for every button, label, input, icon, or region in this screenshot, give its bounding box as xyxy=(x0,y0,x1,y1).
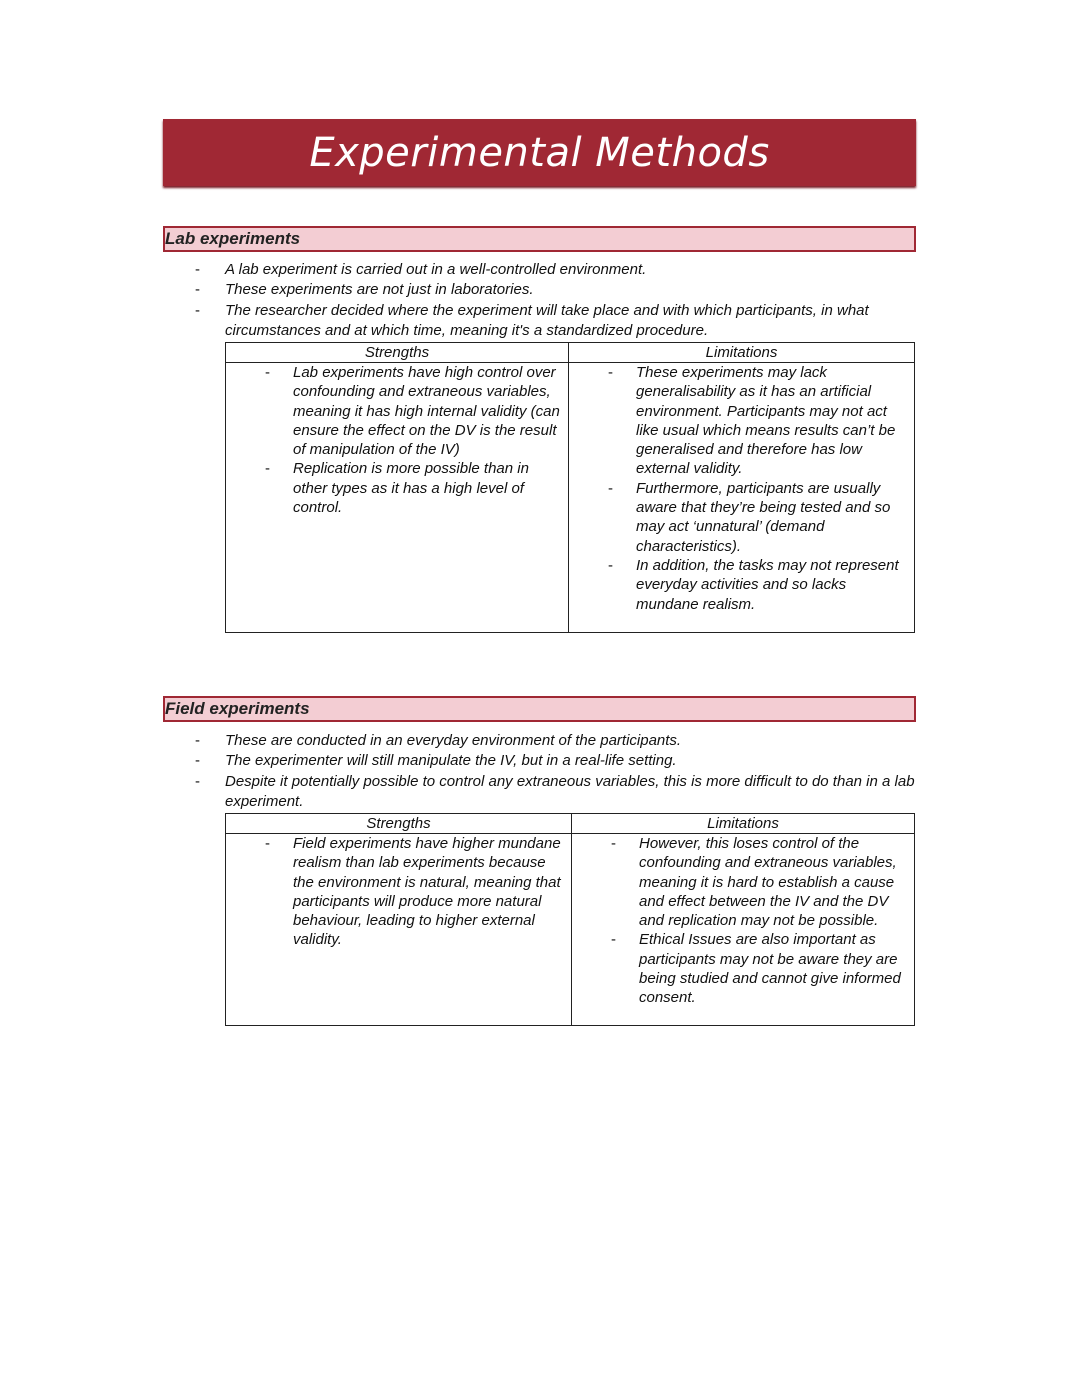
field-strengths-limitations-table xyxy=(225,813,915,1026)
list-item: - Ethical Issues are also important as participants may not be aware they are being studied and cannot give informed consent. xyxy=(572,930,908,1007)
table-header-limitations: Limitations xyxy=(569,343,915,363)
list-item: - These are conducted in an everyday environment of the participants. xyxy=(195,731,915,751)
list-item: - Furthermore, participants are usually aware that they’re being tested and so may act ‘unnatural’ (demand characteristics). xyxy=(569,479,908,556)
list-item: - These experiments may lack generalisability as it has an artificial environment. Participants may not act like usual which means results can’t be generalised and therefore has low external validity. xyxy=(569,363,908,479)
lab-strengths-limitations-table xyxy=(225,342,915,633)
list-item: - However, this loses control of the confounding and extraneous variables, meaning it is hard to establish a cause and effect between the IV and the DV and replication may not be possible. xyxy=(572,834,908,930)
list-item: - These experiments are not just in laboratories. xyxy=(195,280,915,300)
lab-bullets xyxy=(195,260,915,341)
strengths-cell xyxy=(226,834,572,1026)
field-bullets xyxy=(195,731,915,812)
list-item: - Lab experiments have high control over confounding and extraneous variables, meaning it has high internal validity (can ensure the effect on the DV is the result of manipulation of the IV) xyxy=(226,363,562,459)
list-item: - Despite it potentially possible to control any extraneous variables, this is more difficult to do than in a lab experiment. xyxy=(195,772,915,813)
list-item: - A lab experiment is carried out in a well-controlled environment. xyxy=(195,260,915,280)
list-item: - The experimenter will still manipulate the IV, but in a real-life setting. xyxy=(195,751,915,771)
list-item: - In addition, the tasks may not represent everyday activities and so lacks mundane realism. xyxy=(569,556,908,614)
list-item: - The researcher decided where the experiment will take place and with which participants, in what circumstances and at which time, meaning it's a standardized procedure. xyxy=(195,301,915,342)
strengths-cell xyxy=(226,363,569,633)
limitations-cell xyxy=(569,363,915,633)
table-header-strengths: Strengths xyxy=(226,343,569,363)
section-heading-field: Field experiments xyxy=(163,696,916,722)
table-header-limitations: Limitations xyxy=(572,814,915,834)
table-header-strengths: Strengths xyxy=(226,814,572,834)
page-title: Experimental Methods xyxy=(309,129,770,176)
list-item: - Field experiments have higher mundane realism than lab experiments because the environment is natural, meaning that participants will produce more natural behaviour, leading to higher external validity. xyxy=(226,834,565,950)
limitations-cell xyxy=(572,834,915,1026)
list-item: - Replication is more possible than in other types as it has a high level of control. xyxy=(226,459,562,517)
section-heading-lab: Lab experiments xyxy=(163,226,916,252)
title-banner xyxy=(163,119,916,186)
